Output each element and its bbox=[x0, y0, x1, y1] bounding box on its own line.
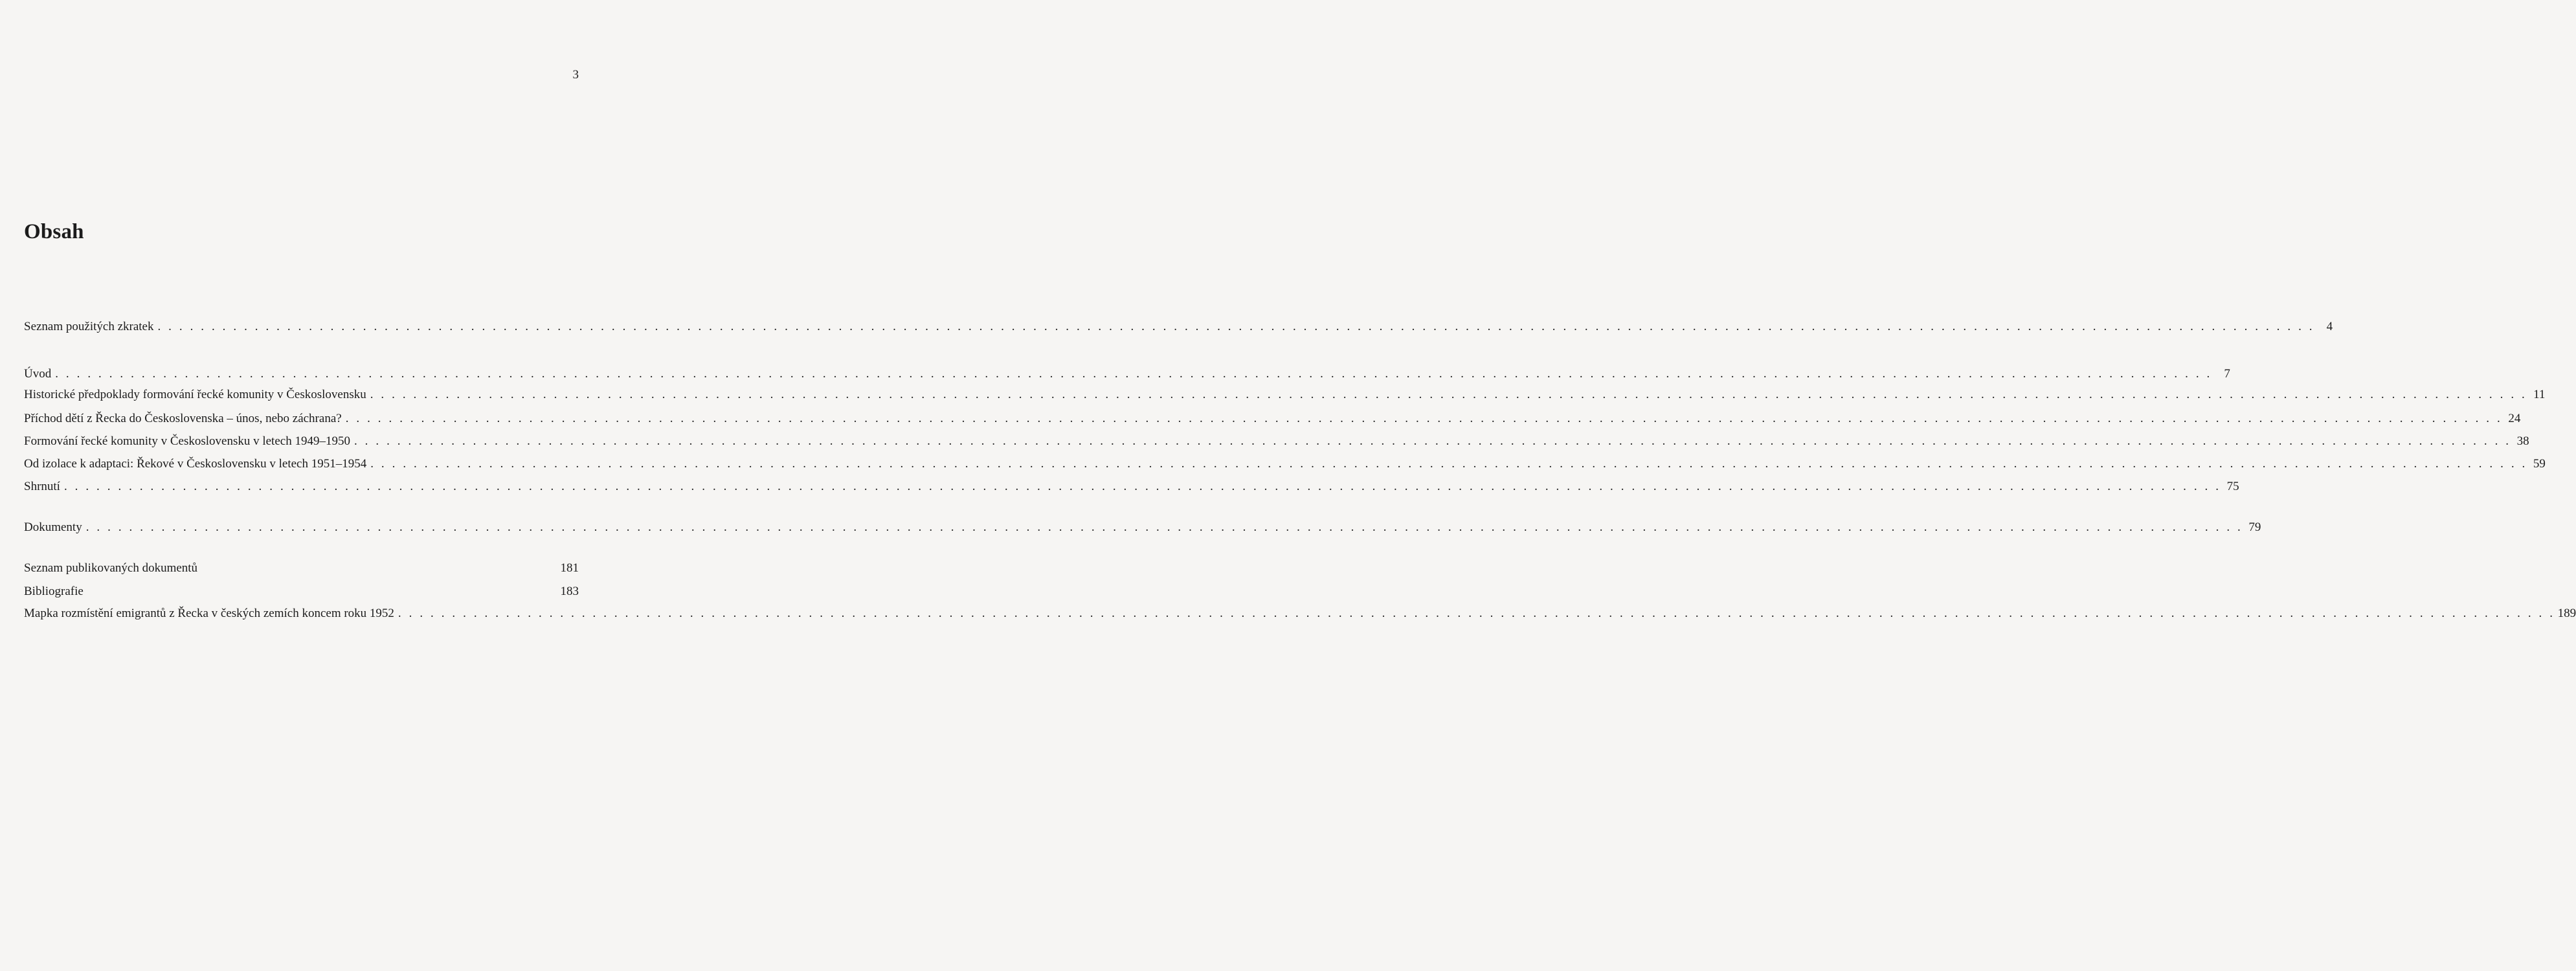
dot-leader: . . . . . . . . . . . . . . . . . . . . . . . . . . . . . . . . . . . . . . . . . . . . . . . . . . . . . . . . . . . . . . . . . . . . . . . . . . . . . . . . . . . . . . . . . . . . . . . . . . . . . . . . . . . . . . . . . . . . . . . . . . . . . . . . . . . . . . . . . . . . . . . . . . . . . . . . . . . . . . . . . . . . . . . . . . . . . . . . . . . . . . . . . . . . . . . . . . . . . . . . bbox=[370, 388, 2527, 401]
toc-entry-page: 24 bbox=[2508, 412, 2521, 425]
toc-entry-page: 11 bbox=[2533, 388, 2546, 401]
toc-entry[interactable] bbox=[24, 318, 2333, 335]
toc-entry-page: 4 bbox=[2326, 320, 2333, 333]
dot-leader: . . . . . . . . . . . . . . . . . . . . . . . . . . . . . . . . . . . . . . . . . . . . . . . . . . . . . . . . . . . . . . . . . . . . . . . . . . . . . . . . . . . . . . . . . . . . . . . . . . . . . . . . . . . . . . . . . . . . . . . . . . . . . . . . . . . . . . . . . . . . . . . . . . . . . . . . . . . . . . . . . . . . . . . . . . . . . . . . . . . . . . . . . . . . . . . . . . . . . . . . bbox=[370, 457, 2527, 471]
toc-entry[interactable] bbox=[24, 456, 2546, 473]
toc-entry[interactable] bbox=[24, 583, 579, 600]
dot-leader: . . . . . . . . . . . . . . . . . . . . . . . . . . . . . . . . . . . . . . . . . . . . . . . . . . . . . . . . . . . . . . . . . . . . . . . . . . . . . . . . . . . . . . . . . . . . . . . . . . . . . . . . . . . . . . . . . . . . . . . . . . . . . . . . . . . . . . . . . . . . . . . . . . . . . . . . . . . . . . . . . . . . . . . . . . . . . . . . . . . . . . . . . . . . . . . . . . . . . . . . bbox=[63, 480, 2221, 493]
toc-entry-page: 183 bbox=[560, 585, 579, 598]
toc-entry[interactable] bbox=[24, 366, 2230, 383]
dot-leader: . . . . . . . . . . . . . . . . . . . . . . . . . . . . . . . . . . . . . . . . . . . . . . . . . . . . . . . . . . . . . . . . . . . . . . . . . . . . . . . . . . . . . . . . . . . . . . . . . . . . . . . . . . . . . . . . . . . . . . . . . . . . . . . . . . . . . . . . . . . . . . . . . . . . . . . . . . . . . . . . . . . . . . . . . . . . . . . . . . . . . . . . . . . . . . . . . . . . . . . . bbox=[85, 520, 2243, 534]
toc-entry-page: 75 bbox=[2226, 480, 2239, 493]
toc-entry-title: Mapka rozmístění emigrantů z Řecka v českých zemích koncem roku 1952 bbox=[24, 607, 394, 620]
page-number: 3 bbox=[572, 68, 579, 82]
dot-leader: . . . . . . . . . . . . . . . . . . . . . . . . . . . . . . . . . . . . . . . . . . . . . . . . . . . . . . . . . . . . . . . . . . . . . . . . . . . . . . . . . . . . . . . . . . . . . . . . . . . . . . . . . . . . . . . . . . . . . . . . . . . . . . . . . . . . . . . . . . . . . . . . . . . . . . . . . . . . . . . . . . . . . . . . . . . . . . . . . . . . . . . . . . . . . . . . . . . . . . . . bbox=[55, 367, 2212, 381]
toc-entry-title: Historické předpoklady formování řecké komunity v Československu bbox=[24, 388, 366, 401]
dot-leader: . . . . . . . . . . . . . . . . . . . . . . . . . . . . . . . . . . . . . . . . . . . . . . . . . . . . . . . . . . . . . . . . . . . . . . . . . . . . . . . . . . . . . . . . . . . . . . . . . . . . . . . . . . . . . . . . . . . . . . . . . . . . . . . . . . . . . . . . . . . . . . . . . . . . . . . . . . . . . . . . . . . . . . . . . . . . . . . . . . . . . . . . . . . . . . . . . . . . . . . . bbox=[353, 434, 2511, 448]
toc-entry-title: Dokumenty bbox=[24, 520, 82, 534]
dot-leader: . . . . . . . . . . . . . . . . . . . . . . . . . . . . . . . . . . . . . . . . . . . . . . . . . . . . . . . . . . . . . . . . . . . . . . . . . . . . . . . . . . . . . . . . . . . . . . . . . . . . . . . . . . . . . . . . . . . . . . . . . . . . . . . . . . . . . . . . . . . . . . . . . . . . . . . . . . . . . . . . . . . . . . . . . . . . . . . . . . . . . . . . . . . . . . . . . . . . . . . . bbox=[157, 320, 2315, 333]
toc-entry[interactable] bbox=[24, 605, 2576, 622]
toc-entry-page: 79 bbox=[2248, 520, 2261, 534]
toc-entry-title: Seznam publikovaných dokumentů bbox=[24, 561, 198, 575]
table-of-contents bbox=[24, 0, 2576, 971]
toc-entry-title: Od izolace k adaptaci: Řekové v Československu v letech 1951–1954 bbox=[24, 457, 367, 471]
toc-entry-page: 38 bbox=[2516, 434, 2529, 448]
toc-entry-page: 7 bbox=[2224, 367, 2230, 381]
toc-entry-title: Příchod dětí z Řecka do Československa – únos, nebo záchrana? bbox=[24, 412, 342, 425]
toc-entry[interactable] bbox=[24, 433, 2529, 450]
toc-entry[interactable] bbox=[24, 560, 579, 577]
toc-entry-page: 59 bbox=[2533, 457, 2546, 471]
toc-entry[interactable] bbox=[24, 519, 2261, 536]
toc-entry-title: Formování řecké komunity v Československu v letech 1949–1950 bbox=[24, 434, 350, 448]
dot-leader: . . . . . . . . . . . . . . . . . . . . . . . . . . . . . . . . . . . . . . . . . . . . . . . . . . . . . . . . . . . . . . . . . . . . . . . . . . . . . . . . . . . . . . . . . . . . . . . . . . . . . . . . . . . . . . . . . . . . . . . . . . . . . . . . . . . . . . . . . . . . . . . . . . . . . . . . . . . . . . . . . . . . . . . . . . . . . . . . . . . . . . . . . . . . . . . . . . . . . . . . bbox=[398, 607, 2555, 620]
toc-entry-page: 189 bbox=[2557, 607, 2576, 620]
toc-entry[interactable] bbox=[24, 478, 2239, 495]
toc-entry-title: Úvod bbox=[24, 367, 52, 381]
page-title: Obsah bbox=[24, 220, 84, 243]
toc-entry-title: Seznam použitých zkratek bbox=[24, 320, 154, 333]
dot-leader: . . . . . . . . . . . . . . . . . . . . . . . . . . . . . . . . . . . . . . . . . . . . . . . . . . . . . . . . . . . . . . . . . . . . . . . . . . . . . . . . . . . . . . . . . . . . . . . . . . . . . . . . . . . . . . . . . . . . . . . . . . . . . . . . . . . . . . . . . . . . . . . . . . . . . . . . . . . . . . . . . . . . . . . . . . . . . . . . . . . . . . . . . . . . . . . . . . . . . . . . bbox=[345, 412, 2503, 425]
toc-entry-title: Shrnutí bbox=[24, 480, 60, 493]
toc-entry-title: Bibliografie bbox=[24, 585, 84, 598]
toc-entry-page: 181 bbox=[560, 561, 579, 575]
toc-entry[interactable] bbox=[24, 410, 2521, 427]
toc-entry[interactable] bbox=[24, 386, 2546, 403]
